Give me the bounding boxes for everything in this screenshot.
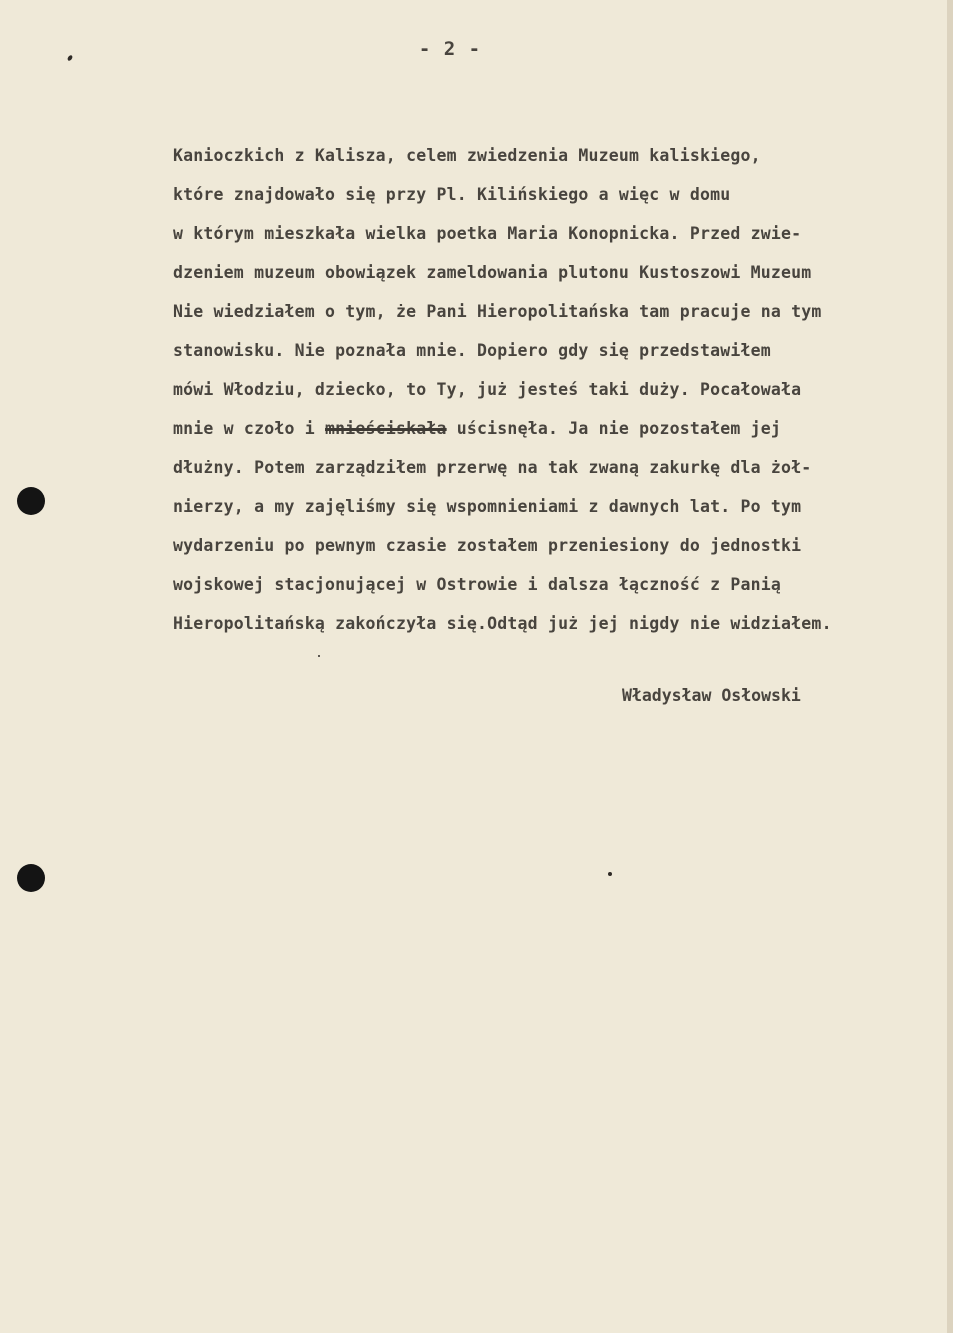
ink-speck [67,54,74,61]
page-number: - 2 - [418,38,482,60]
text-line: Hieropolitańską zakończyła się.Odtąd już jej nigdy nie widziałem. [173,614,832,633]
text-line: mówi Włodziu, dziecko, to Ty, już jesteś taki duży. Pocałowała [173,380,802,399]
signature-name: Władysław Osłowski [622,686,801,705]
punch-hole [17,864,45,892]
text-line: wydarzeniu po pewnym czasie zostałem przeniesiony do jednostki [173,536,802,555]
text-line: nierzy, a my zajęliśmy się wspomnieniami z dawnych lat. Po tym [173,497,802,516]
text-line: wojskowej stacjonującej w Ostrowie i dalsza łączność z Panią [173,575,782,594]
punch-hole [17,487,45,515]
text-line: Nie wiedziałem o tym, że Pani Hieropolitańska tam pracuje na tym [173,302,822,321]
text-segment: uścisnęła. Ja nie pozostałem jej [456,419,782,438]
text-line: dłużny. Potem zarządziłem przerwę na tak zwaną zakurkę dla żoł- [173,458,812,477]
letter-body [173,136,933,643]
ink-speck [608,872,612,876]
ink-speck [318,655,320,657]
text-line: stanowisku. Nie poznała mnie. Dopiero gdy się przedstawiłem [173,341,771,360]
text-line: Kanioczkich z Kalisza, celem zwiedzenia Muzeum kaliskiego, [173,146,761,165]
text-line: w którym mieszkała wielka poetka Maria Konopnicka. Przed zwie- [173,224,802,243]
text-line-with-strikeout [173,409,933,448]
text-line: dzeniem muzeum obowiązek zameldowania plutonu Kustoszowi Muzeum [173,263,812,282]
paper-edge [947,0,953,1333]
struck-out-text: mnieściskała [325,419,447,438]
text-line: które znajdowało się przy Pl. Kilińskiego a więc w domu [173,185,731,204]
text-segment: mnie w czoło i [173,419,315,438]
